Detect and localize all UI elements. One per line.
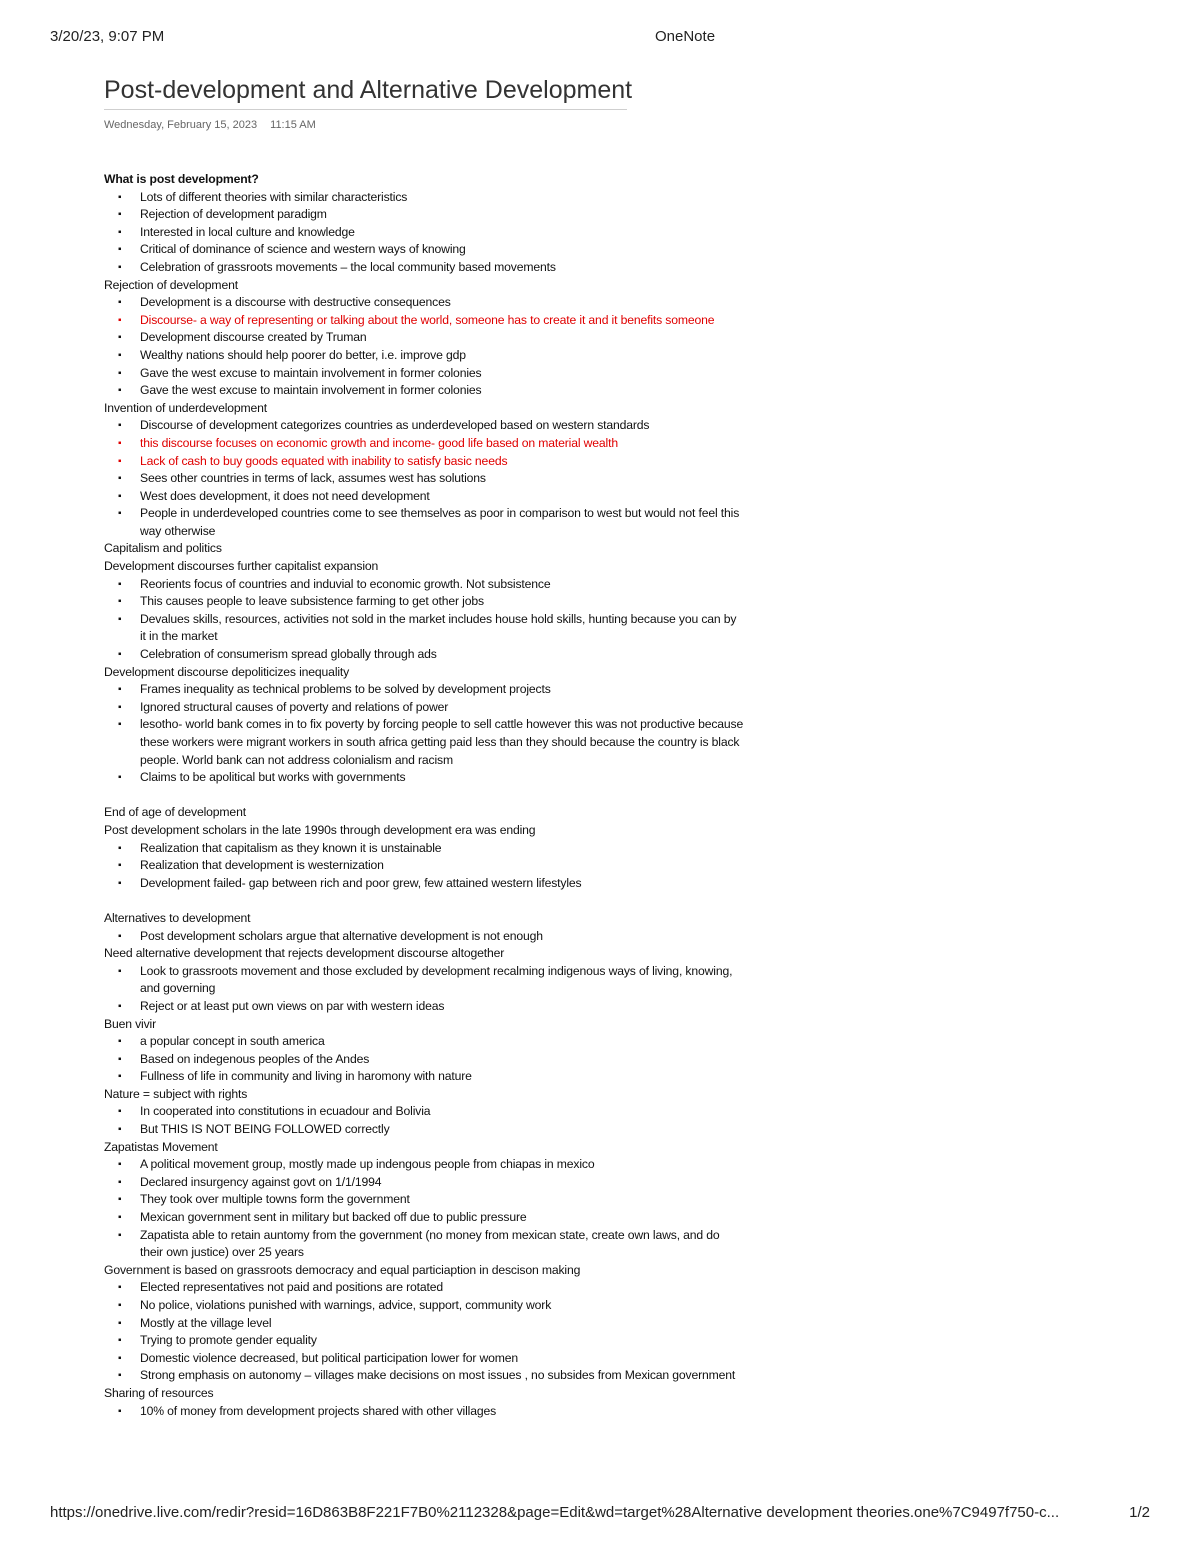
bullet-item: ▪ Realization that capitalism as they known it is unstainable (104, 840, 744, 858)
section-heading: Development discourses further capitalist expansion (104, 559, 379, 574)
bullet-item: ▪ This causes people to leave subsistence farming to get other jobs (104, 593, 744, 611)
bullet-item: ▪ No police, violations punished with warnings, advice, support, community work (104, 1297, 744, 1315)
bullet-item: ▪ Devalues skills, resources, activities not sold in the market includes house hold skills, hunting because you can by it in the market (104, 611, 744, 646)
section-heading: End of age of development (104, 805, 246, 820)
page-url: https://onedrive.live.com/redir?resid=16D863B8F221F7B0%2112328&page=Edit&wd=target%28Alternative development theories.one%7C9497f750-c... (50, 1504, 1060, 1521)
section-heading: Government is based on grassroots democracy and equal particiaption in descison making (104, 1262, 581, 1277)
section-heading: Need alternative development that rejects development discourse altogether (104, 946, 505, 961)
title-divider (104, 109, 627, 110)
section-heading: Rejection of development (104, 277, 238, 292)
bullet-item: ▪ Lack of cash to buy goods equated with inability to satisfy basic needs (104, 453, 744, 471)
page-time: 11:15 AM (270, 119, 316, 131)
page-indicator: 1/2 (1129, 1504, 1150, 1521)
bullet-item: ▪ Realization that development is westernization (104, 857, 744, 875)
bullet-item: ▪ In cooperated into constitutions in ecuadour and Bolivia (104, 1103, 744, 1121)
blank-line (104, 787, 744, 805)
bullet-item: ▪ A political movement group, mostly made up indengous people from chiapas in mexico (104, 1156, 744, 1174)
bullet-item: ▪ Gave the west excuse to maintain involvement in former colonies (104, 365, 744, 383)
bullet-item: ▪ Frames inequality as technical problems to be solved by development projects (104, 681, 744, 699)
bullet-item: ▪ Gave the west excuse to maintain involvement in former colonies (104, 382, 744, 400)
bullet-item: ▪ Post development scholars argue that alternative development is not enough (104, 928, 744, 946)
note-body (104, 171, 744, 1420)
page-created-timestamp (104, 119, 316, 131)
section-heading: Buen vivir (104, 1016, 157, 1031)
bullet-item: ▪ Lots of different theories with similar characteristics (104, 189, 744, 207)
section-heading: What is post development? (104, 172, 259, 186)
bullet-item: ▪ 10% of money from development projects shared with other villages (104, 1403, 744, 1421)
bullet-item: ▪ Strong emphasis on autonomy – villages make decisions on most issues , no subsides from Mexican government (104, 1367, 744, 1385)
page-title: Post-development and Alternative Development (104, 76, 633, 104)
bullet-item: ▪ People in underdeveloped countries come to see themselves as poor in comparison to west but would not feel this way otherwise (104, 505, 744, 540)
bullet-item: ▪ Trying to promote gender equality (104, 1332, 744, 1350)
section-heading: Invention of underdevelopment (104, 400, 268, 415)
bullet-item: ▪ Ignored structural causes of poverty and relations of power (104, 699, 744, 717)
bullet-item: ▪ Mostly at the village level (104, 1315, 744, 1333)
bullet-item: ▪ Celebration of consumerism spread globally through ads (104, 646, 744, 664)
bullet-item: ▪ Celebration of grassroots movements – the local community based movements (104, 259, 744, 277)
section-heading: Capitalism and politics (104, 541, 222, 556)
bullet-item: ▪ They took over multiple towns form the government (104, 1191, 744, 1209)
section-heading: Development discourse depoliticizes inequality (104, 664, 350, 679)
bullet-item: ▪ But THIS IS NOT BEING FOLLOWED correctly (104, 1121, 744, 1139)
bullet-item: ▪ this discourse focuses on economic growth and income- good life based on material wealth (104, 435, 744, 453)
bullet-item: ▪ Zapatista able to retain auntomy from the government (no money from mexican state, create own laws, and do their own justice) over 25 years (104, 1227, 744, 1262)
bullet-item: ▪ Reject or at least put own views on par with western ideas (104, 998, 744, 1016)
bullet-item: ▪ Discourse- a way of representing or talking about the world, someone has to create it and it benefits someone (104, 312, 744, 330)
bullet-item: ▪ West does development, it does not need development (104, 488, 744, 506)
bullet-item: ▪ Discourse of development categorizes countries as underdeveloped based on western standards (104, 417, 744, 435)
bullet-item: ▪ Critical of dominance of science and western ways of knowing (104, 241, 744, 259)
bullet-item: ▪ Development failed- gap between rich and poor grew, few attained western lifestyles (104, 875, 744, 893)
bullet-item: ▪ a popular concept in south america (104, 1033, 744, 1051)
bullet-item: ▪ Sees other countries in terms of lack, assumes west has solutions (104, 470, 744, 488)
app-name: OneNote (655, 28, 716, 45)
bullet-item: ▪ Development is a discourse with destructive consequences (104, 294, 744, 312)
section-heading: Nature = subject with rights (104, 1086, 248, 1101)
bullet-item: ▪ Mexican government sent in military but backed off due to public pressure (104, 1209, 744, 1227)
bullet-item: ▪ Declared insurgency against govt on 1/1/1994 (104, 1174, 744, 1192)
print-datetime: 3/20/23, 9:07 PM (50, 28, 165, 45)
bullet-item: ▪ Domestic violence decreased, but political participation lower for women (104, 1350, 744, 1368)
print-header (50, 28, 1150, 52)
bullet-item: ▪ Based on indegenous peoples of the Andes (104, 1051, 744, 1069)
bullet-item: ▪ Claims to be apolitical but works with governments (104, 769, 744, 787)
bullet-item: ▪ Development discourse created by Truman (104, 329, 744, 347)
section-heading: Zapatistas Movement (104, 1139, 218, 1154)
bullet-item: ▪ Fullness of life in community and living in haromony with nature (104, 1068, 744, 1086)
bullet-item: ▪ Look to grassroots movement and those excluded by development recalming indigenous ways of living, knowing, and governing (104, 963, 744, 998)
section-heading: Post development scholars in the late 1990s through development era was ending (104, 822, 536, 837)
bullet-item: ▪ Rejection of development paradigm (104, 206, 744, 224)
section-heading: Alternatives to development (104, 910, 251, 925)
bullet-item: ▪ Reorients focus of countries and induvial to economic growth. Not subsistence (104, 576, 744, 594)
bullet-item: ▪ Wealthy nations should help poorer do better, i.e. improve gdp (104, 347, 744, 365)
bullet-item: ▪ Elected representatives not paid and positions are rotated (104, 1279, 744, 1297)
bullet-item: ▪ Interested in local culture and knowledge (104, 224, 744, 242)
blank-line (104, 892, 744, 910)
bullet-item: ▪ lesotho- world bank comes in to fix poverty by forcing people to sell cattle however this was not productive because these workers were migrant workers in south africa getting paid less than they should because the country is black people. World bank can not address colonialism and racism (104, 716, 744, 769)
section-heading: Sharing of resources (104, 1385, 214, 1400)
page-date: Wednesday, February 15, 2023 (104, 119, 258, 131)
